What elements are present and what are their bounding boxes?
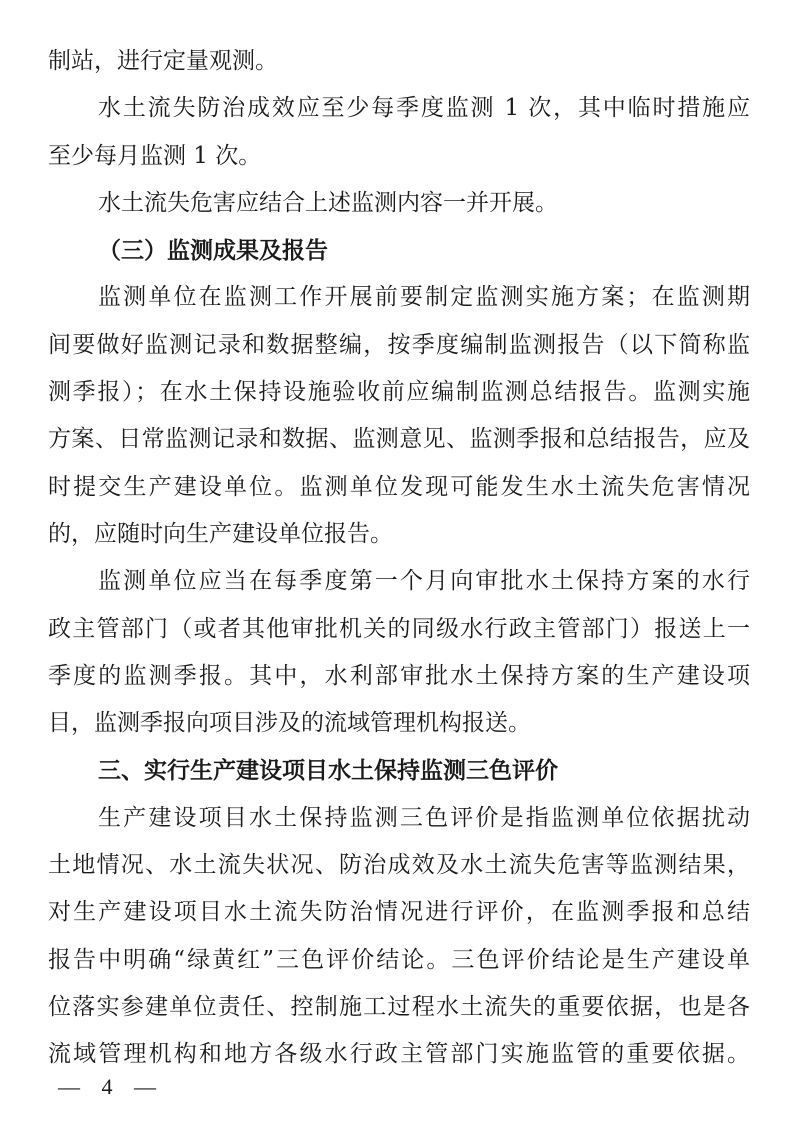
text-line: 监测单位在监测工作开展前要制定监测实施方案；在监测期 <box>98 284 750 311</box>
text-line: 水土流失危害应结合上述监测内容一并开展。 <box>98 189 558 216</box>
text-line: 测季报）；在水土保持设施验收前应编制监测总结报告。监测实施 <box>48 379 750 406</box>
text-line: 制站，进行定量观测。 <box>48 48 278 74</box>
text-line: 生产建设项目水土保持监测三色评价是指监测单位依据扰动 <box>98 804 750 831</box>
text-line: 土地情况、水土流失状况、防治成效及水土流失危害等监测结果， <box>48 852 750 879</box>
text-line: 间要做好监测记录和数据整编，按季度编制监测报告（以下简称监 <box>48 331 750 358</box>
text-line: 报告中明确“绿黄红”三色评价结论。三色评价结论是生产建设单 <box>48 946 750 973</box>
text-line: 政主管部门（或者其他审批机关的同级水行政主管部门）报送上一 <box>48 615 750 642</box>
text-line: 流域管理机构和地方各级水行政主管部门实施监管的重要依据。 <box>48 1041 750 1068</box>
text-line: 位落实参建单位责任、控制施工过程水土流失的重要依据，也是各 <box>48 993 750 1020</box>
text-line: 监测单位应当在每季度第一个月向审批水土保持方案的水行 <box>98 568 750 595</box>
chapter-heading: 三、实行生产建设项目水土保持监测三色评价 <box>98 757 558 785</box>
text-line: 至少每月监测 1 次。 <box>48 142 262 169</box>
text-line: 季度的监测季报。其中，水利部审批水土保持方案的生产建设项 <box>48 662 750 689</box>
text-line: 的，应随时向生产建设单位报告。 <box>48 520 393 547</box>
text-line: 对生产建设项目水土流失防治情况进行评价，在监测季报和总结 <box>48 899 750 926</box>
text-line: 方案、日常监测记录和数据、监测意见、监测季报和总结报告，应及 <box>48 426 750 453</box>
text-line: 时提交生产建设单位。监测单位发现可能发生水土流失危害情况 <box>48 473 750 500</box>
document-page <box>48 38 750 1079</box>
text-line: 水土流失防治成效应至少每季度监测 1 次，其中临时措施应 <box>98 95 750 122</box>
text-line: 目，监测季报向项目涉及的流域管理机构报送。 <box>48 710 531 737</box>
section-heading: （三）监测成果及报告 <box>98 237 328 265</box>
page-number: — 4 — <box>58 1074 164 1099</box>
